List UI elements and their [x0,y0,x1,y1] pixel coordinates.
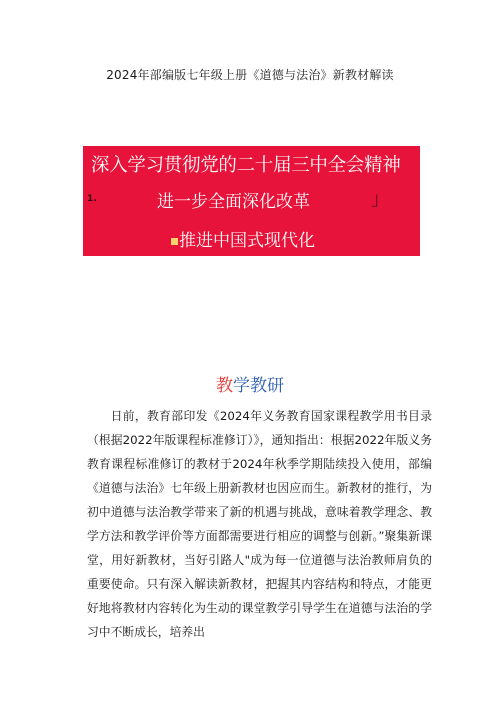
banner-number: 1. [87,194,97,204]
square-bullet-icon [171,238,178,245]
body-paragraph: 日前，教育部印发《2024年义务教育国家课程教学用书目录（根据2022年版课程标准修订）》，通知指出：根据2022年版义务教育课程标准修订的教材于2024年秋季学期陆续投入使用，部编《道德与法治》七年级上册新教材也因应而生。新教材的推行，为初中道德与法治教学带来了新的机遇与挑战，意味着教学理念、教学方法和教学评价等方面都需要进行相应的调整与创新。”聚集新课堂，用好新教材，当好引路人"成为每一位道德与法治教师肩负的重要使命。只有深入解读新教材，把握其内容结构和特点，才能更好地将教材内容转化为生动的课堂教学引导学生在道德与法治的学习中不断成长，培养出 [87,409,432,639]
banner-line-1: 深入学习贯彻党的二十届三中全会精神 [91,155,401,176]
document-title: 2024年部编版七年级上册《道德与法治》新教材解读 [106,68,394,82]
section-title-part-2: 学教研 [233,376,284,396]
section-title-part-1: 教 [216,376,233,396]
section-title [0,371,500,396]
banner-line-3-text: 推进中国式现代化 [179,231,315,251]
banner [83,146,420,256]
banner-line-3 [171,226,315,251]
banner-bracket: 」 [371,189,389,210]
banner-line-2: 进一步全面深化改革 [157,192,310,212]
